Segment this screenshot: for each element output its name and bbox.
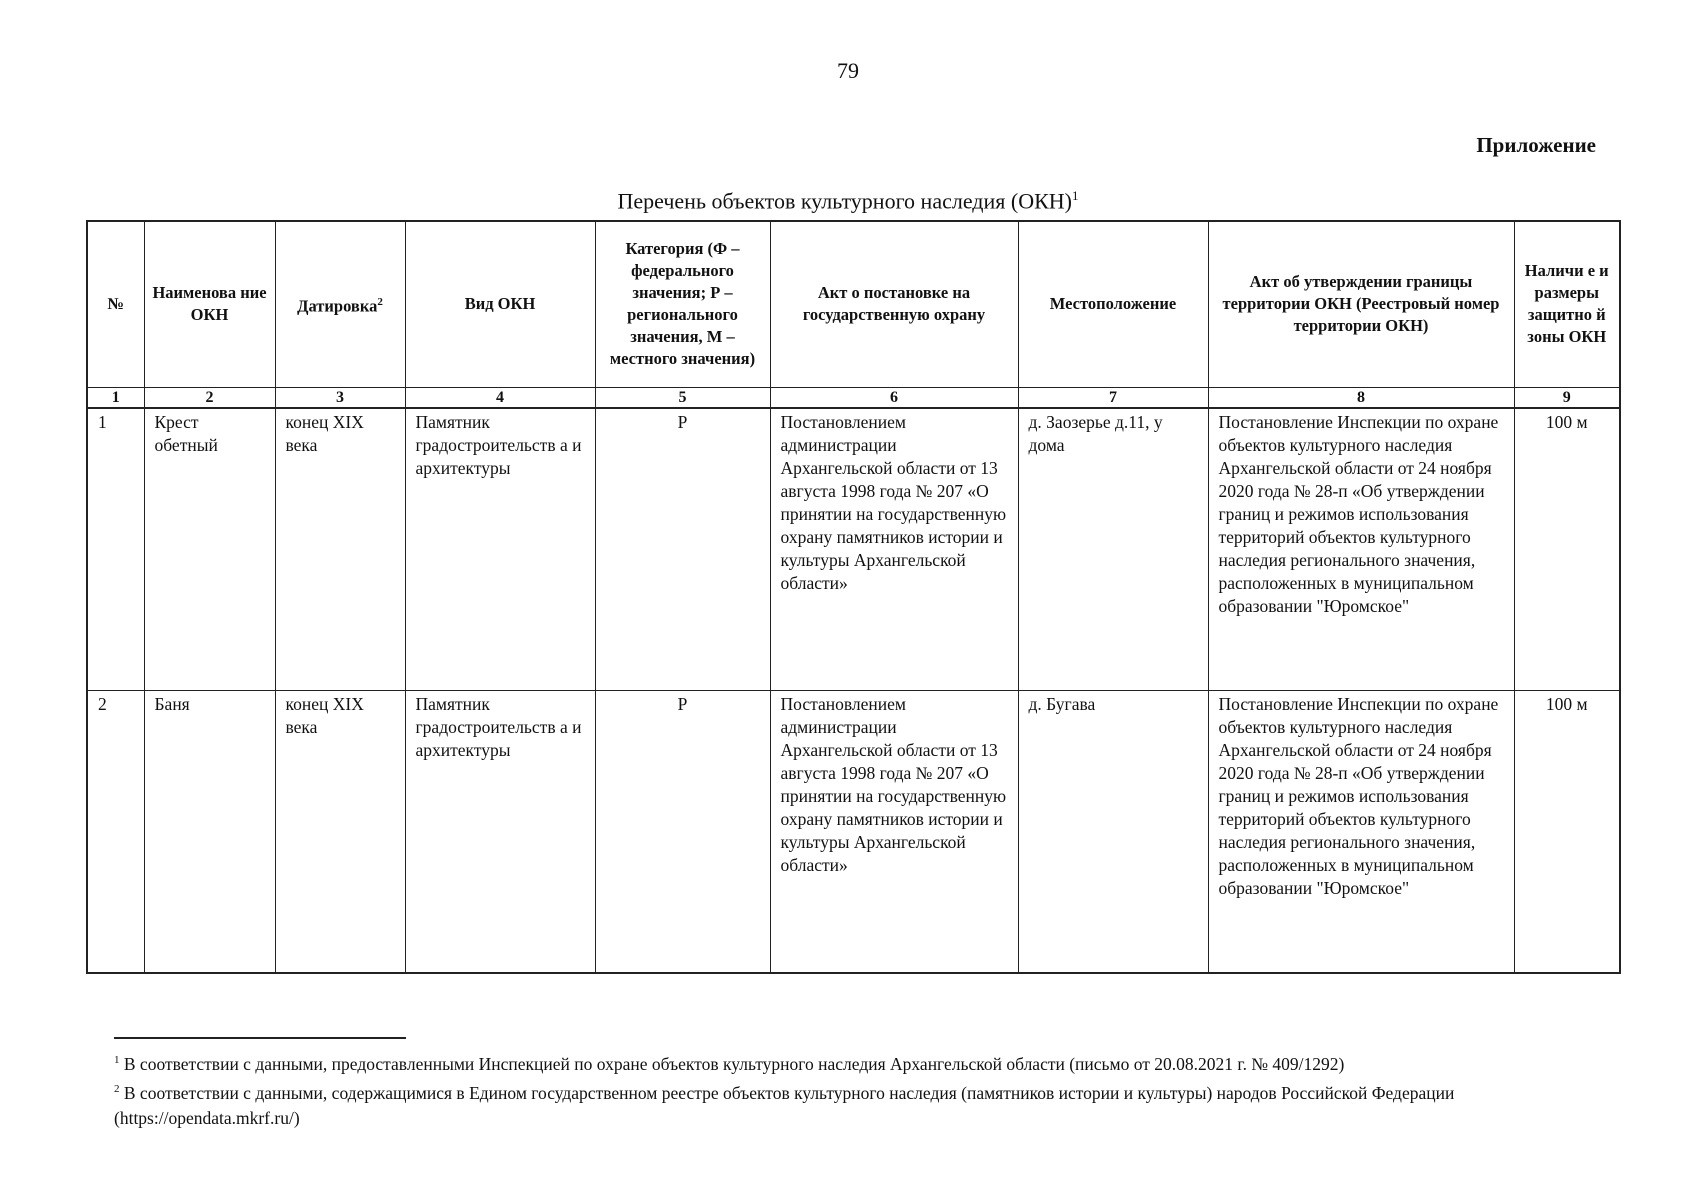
cell-name: Крест обетный	[144, 408, 275, 691]
footnote-text: В соответствии с данными, предоставленными Инспекцией по охране объектов культурного наследия Архангельской области (письмо от 20.08.2021 г. № 409/1292)	[123, 1053, 1345, 1074]
cell-number: 1	[87, 408, 144, 691]
column-number: 1	[87, 387, 144, 408]
cell-location: д. Бугава	[1018, 690, 1208, 973]
footnote-text: В соответствии с данными, содержащимися в Едином государственном реестре объектов культурного наследия (памятников истории и культуры) народов Российской Федерации (https://opendata.mkrf.ru/)	[114, 1082, 1455, 1128]
table-row	[87, 690, 1620, 973]
column-header-label: Вид ОКН	[464, 294, 536, 314]
cell-zone: 100 м	[1514, 690, 1620, 973]
cell-category: Р	[595, 408, 770, 691]
column-number: 6	[770, 387, 1018, 408]
cell-dating: конец XIX века	[275, 408, 405, 691]
table-header-row	[87, 221, 1620, 387]
column-number-row	[87, 387, 1620, 408]
footnote-mark: 2	[114, 1082, 120, 1095]
column-header-category	[595, 221, 770, 387]
table-row	[87, 408, 1620, 691]
appendix-label: Приложение	[1476, 133, 1596, 157]
column-header-name	[144, 221, 275, 387]
cell-protection-act: Постановлением администрации Архангельской области от 13 августа 1998 года № 207 «О принятии на государственную охрану памятников истории и культуры Архангельской области»	[770, 690, 1018, 973]
column-header-boundary-act	[1208, 221, 1514, 387]
footnote-ref: 2	[377, 296, 383, 308]
cell-boundary-act: Постановление Инспекции по охране объектов культурного наследия Архангельской области от 24 ноября 2020 года № 28-п «Об утверждении границ и режимов использования территорий объектов культурного наследия регионального значения, расположенных в муниципальном образовании "Юромское"	[1208, 690, 1514, 973]
footnotes	[114, 1048, 1594, 1131]
column-header-label: Наименова ние ОКН	[152, 283, 267, 325]
column-header-location	[1018, 221, 1208, 387]
cell-name: Баня	[144, 690, 275, 973]
cell-boundary-act: Постановление Инспекции по охране объектов культурного наследия Архангельской области от 24 ноября 2020 года № 28-п «Об утверждении границ и режимов использования территорий объектов культурного наследия регионального значения, расположенных в муниципальном образовании "Юромское"	[1208, 408, 1514, 691]
okn-table	[86, 220, 1621, 974]
cell-dating: конец XIX века	[275, 690, 405, 973]
column-header-type	[405, 221, 595, 387]
column-header-label: Датировка	[297, 296, 378, 316]
footnote-divider	[114, 1037, 406, 1039]
column-number: 2	[144, 387, 275, 408]
column-header-label: Акт о постановке на государственную охрану	[802, 283, 986, 325]
column-header-dating	[275, 221, 405, 387]
cell-type: Памятник градостроительств а и архитектуры	[405, 408, 595, 691]
column-header-zone	[1514, 221, 1620, 387]
page-number: 79	[837, 58, 859, 83]
cell-type: Памятник градостроительств а и архитектуры	[405, 690, 595, 973]
cell-zone: 100 м	[1514, 408, 1620, 691]
footnote	[114, 1048, 1594, 1077]
table-title	[0, 188, 1696, 214]
cell-protection-act: Постановлением администрации Архангельской области от 13 августа 1998 года № 207 «О принятии на государственную охрану памятников истории и культуры Архангельской области»	[770, 408, 1018, 691]
cell-number: 2	[87, 690, 144, 973]
column-header-number	[87, 221, 144, 387]
cell-location: д. Заозерье д.11, у дома	[1018, 408, 1208, 691]
column-number: 3	[275, 387, 405, 408]
column-number: 8	[1208, 387, 1514, 408]
footnote-ref: 1	[1072, 188, 1079, 203]
column-number: 5	[595, 387, 770, 408]
column-header-protection-act	[770, 221, 1018, 387]
cell-category: Р	[595, 690, 770, 973]
column-header-label: Категория (Ф – федерального значения; Р – регионального значения, М – местного значения)	[609, 239, 756, 369]
column-header-label: Местоположение	[1049, 294, 1177, 314]
footnote-mark: 1	[114, 1054, 120, 1066]
column-number: 9	[1514, 387, 1620, 408]
column-header-label: Наличи е и размеры защитно й зоны ОКН	[1524, 261, 1609, 347]
footnote	[114, 1077, 1594, 1131]
column-number: 4	[405, 387, 595, 408]
column-header-label: №	[107, 294, 125, 314]
column-number: 7	[1018, 387, 1208, 408]
table-title-text: Перечень объектов культурного наследия (ОКН)	[617, 188, 1072, 214]
column-header-label: Акт об утверждении границы территории ОКН (Реестровый номер территории ОКН)	[1222, 272, 1500, 336]
